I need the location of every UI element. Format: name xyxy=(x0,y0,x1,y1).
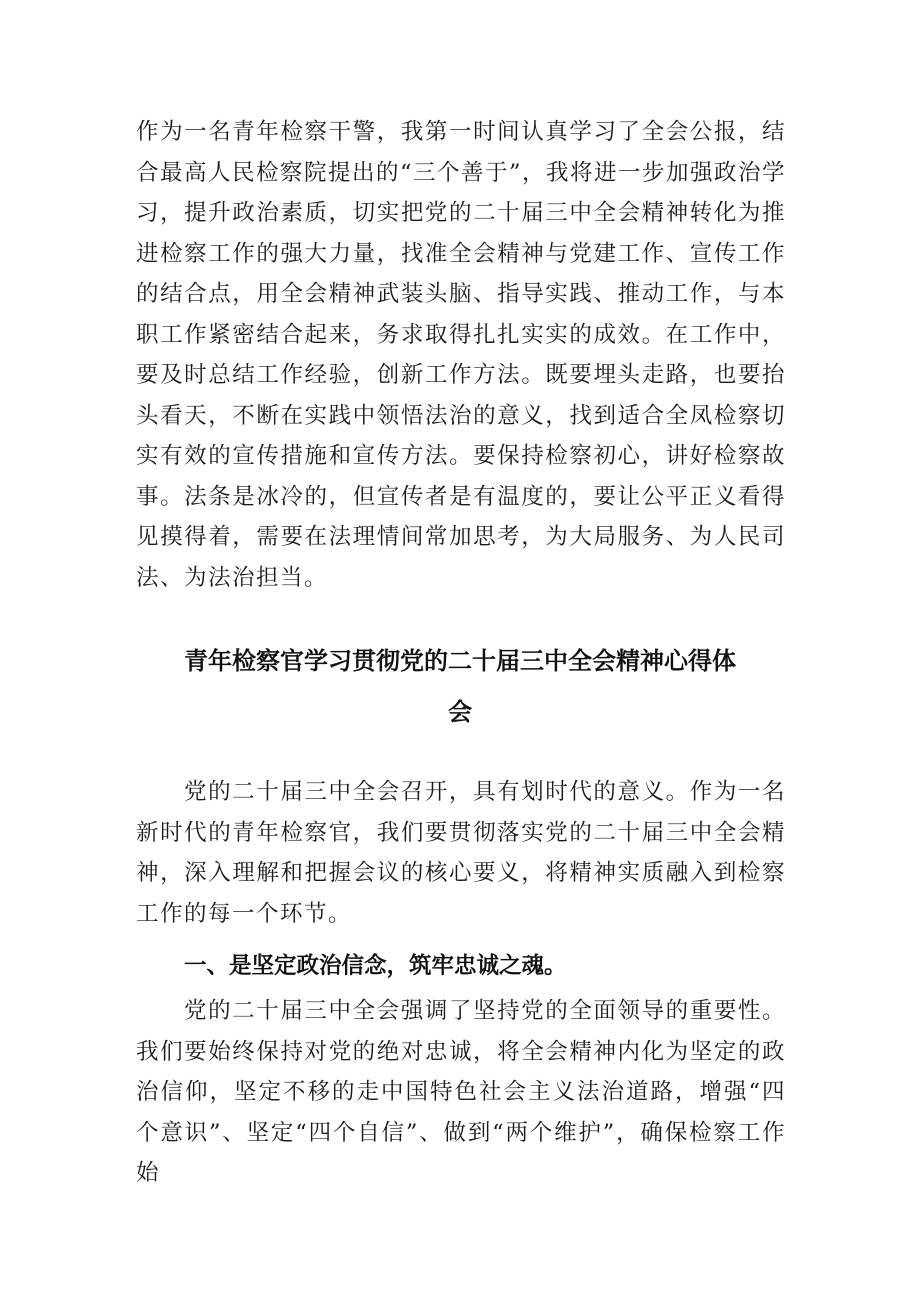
document-title: 青年检察官学习贯彻党的二十届三中全会精神心得体会 xyxy=(184,647,736,726)
paragraph-intro: 作为一名青年检察干警，我第一时间认真学习了全会公报，结合最高人民检察院提出的“三个善于”，我将进一步加强政治学习，提升政治素质，切实把党的二十届三中全会精神转化为推进检察工作的强大力量，找准全会精神与党建工作、宣传工作的结合点，用全会精神武装头脑、指导实践、推动工作，与本职工作紧密结合起来，务求取得扎扎实实的成效。在工作中，要及时总结工作经验，创新工作方法。既要埋头走路，也要抬头看天，不断在实践中领悟法治的意义，找到适合全凤检察切实有效的宣传措施和宣传方法。要保持检察初心，讲好检察故事。法条是冰冷的，但宣传者是有温度的，要让公平正义看得见摸得着，需要在法理情间常加思考，为大局服务、为人民司法、为法治担当。 xyxy=(136,119,787,591)
paragraph-opening: 党的二十届三中全会召开，具有划时代的意义。作为一名新时代的青年检察官，我们要贯彻落实党的二十届三中全会精神，深入理解和把握会议的核心要义，将精神实质融入到检察工作的每一个环节。 xyxy=(136,779,786,927)
paragraph-section-1: 党的二十届三中全会强调了坚持党的全面领导的重要性。我们要始终保持对党的绝对忠诚，将全会精神内化为坚定的政治信仰，坚定不移的走中国特色社会主义法治道路，增强“四个意识”、坚定“四个自信”、做到“两个维护”，确保检察工作始 xyxy=(136,998,786,1186)
section-heading-1: 一、是坚定政治信念，筑牢忠诚之魂。 xyxy=(184,953,567,979)
